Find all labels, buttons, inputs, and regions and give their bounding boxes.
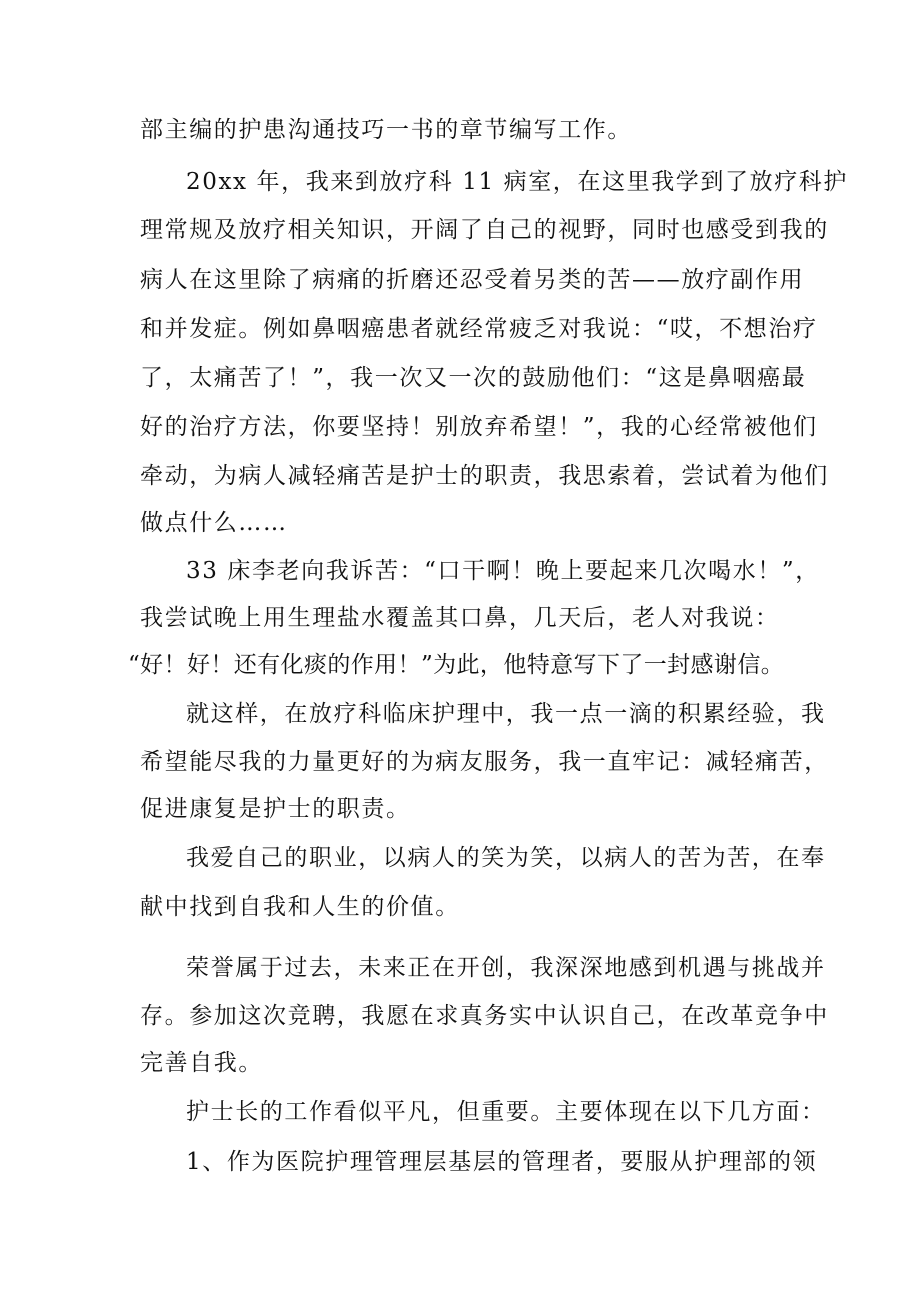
paragraph-start-line: 1、作为医院护理管理层基层的管理者，要服从护理部的领: [186, 1149, 818, 1175]
paragraph-start-line: 护士长的工作看似平凡，但重要。主要体现在以下几方面：: [186, 1099, 826, 1125]
text-line: 完善自我。: [140, 1050, 263, 1076]
text-line: 好的治疗方法，你要坚持！别放弃希望！”，我的心经常被他们: [140, 414, 818, 440]
text-line: 做点什么……: [140, 510, 288, 536]
text-line: 理常规及放疗相关知识，开阔了自己的视野，同时也感受到我的: [140, 217, 829, 243]
paragraph-start-line: 33 床李老向我诉苦：“口干啊！晚上要起来几次喝水！”，: [186, 558, 820, 584]
text-line: 病人在这里除了病痛的折磨还忍受着另类的苦——放疗副作用: [140, 267, 805, 293]
text-line: 和并发症。例如鼻咽癌患者就经常疲乏对我说：“哎，不想治疗: [140, 316, 818, 342]
text-line: 牵动，为病人减轻痛苦是护士的职责，我思索着，尝试着为他们: [140, 463, 829, 489]
text-line: 希望能尽我的力量更好的为病友服务，我一直牢记：减轻痛苦，: [140, 749, 829, 775]
text-line: 部主编的护患沟通技巧一书的章节编写工作。: [140, 117, 632, 143]
text-line: 献中找到自我和人生的价值。: [140, 894, 460, 920]
paragraph-start-line: 20xx 年，我来到放疗科 11 病室，在这里我学到了放疗科护: [186, 169, 849, 195]
paragraph-start-line: 就这样，在放疗科临床护理中，我一点一滴的积累经验，我: [186, 701, 826, 727]
text-line: 了，太痛苦了！”，我一次又一次的鼓励他们：“这是鼻咽癌最: [140, 365, 807, 391]
text-line: “好！好！还有化痰的作用！”为此，他特意写下了一封感谢信。: [128, 652, 785, 678]
paragraph-start-line: 我爱自己的职业，以病人的笑为笑，以病人的苦为苦，在奉: [186, 845, 826, 871]
text-line: 存。参加这次竞聘，我愿在求真务实中认识自己，在改革竞争中: [140, 1003, 829, 1029]
text-line: 我尝试晚上用生理盐水覆盖其口鼻，几天后，老人对我说：: [140, 605, 780, 631]
text-line: 促进康复是护士的职责。: [140, 796, 411, 822]
paragraph-start-line: 荣誉属于过去，未来正在开创，我深深地感到机遇与挑战并: [186, 955, 826, 981]
